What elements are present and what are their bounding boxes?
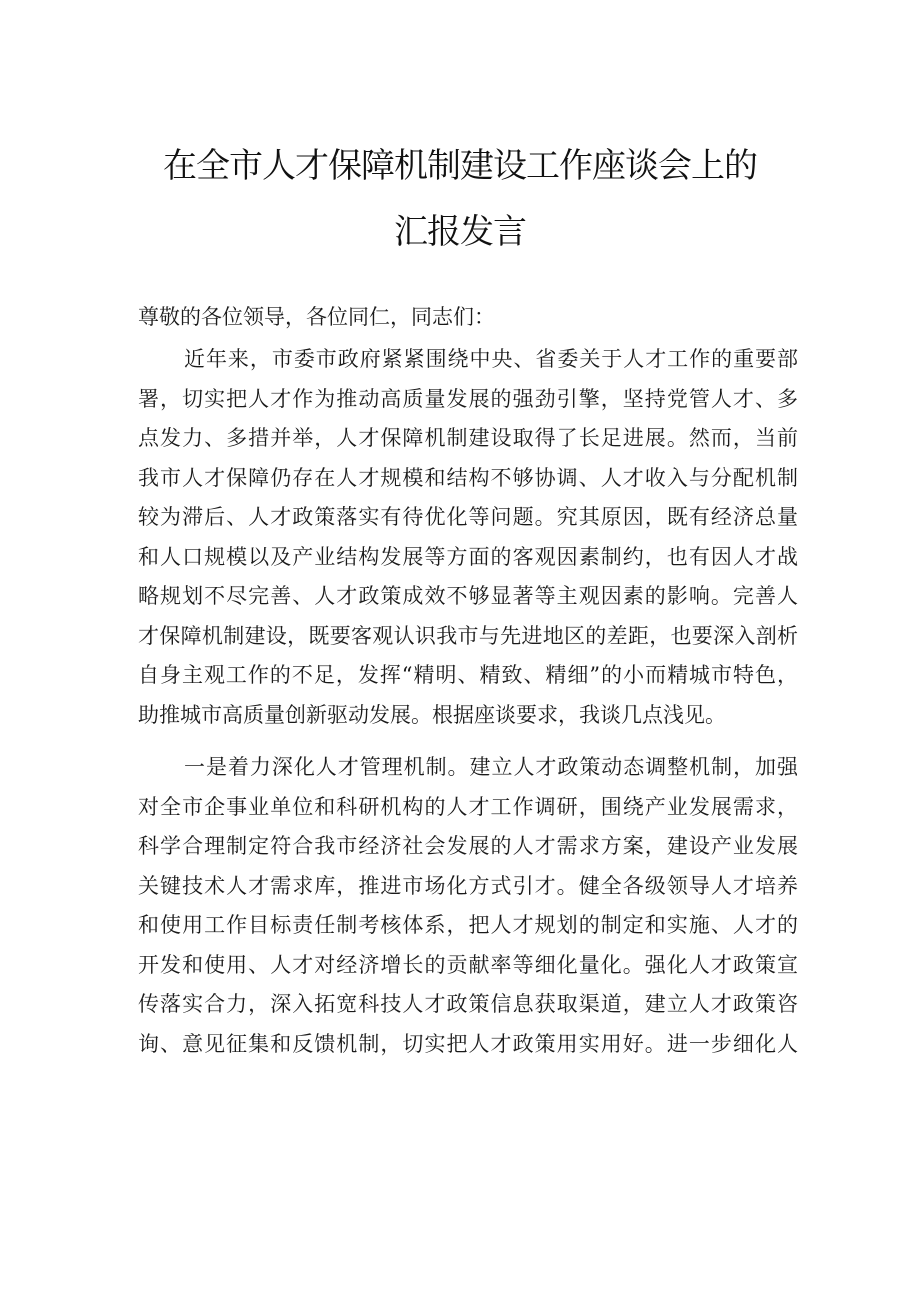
document-title-line-2: 汇报发言: [394, 212, 526, 252]
paragraph-1-line: 点发力、多措并举，人才保障机制建设取得了长足进展。然而，当前: [138, 426, 798, 450]
paragraph-1-line: 助推城市高质量创新驱动发展。根据座谈要求，我谈几点浅见。: [138, 703, 726, 727]
paragraph-2-line: 和使用工作目标责任制考核体系，把人才规划的制定和实施、人才的: [138, 913, 798, 937]
paragraph-1-line: 才保障机制建设，既要客观认识我市与先进地区的差距，也要深入剖析: [138, 624, 798, 648]
paragraph-2-line: 询、意见征集和反馈机制，切实把人才政策用实用好。进一步细化人: [138, 1032, 798, 1056]
paragraph-1-line: 较为滞后、人才政策落实有待优化等问题。究其原因，既有经济总量: [138, 505, 798, 529]
paragraph-1-line: 略规划不尽完善、人才政策成效不够显著等主观因素的影响。完善人: [138, 584, 798, 608]
paragraph-1-line: 自身主观工作的不足，发挥“精明、精致、精细”的小而精城市特色，: [138, 663, 798, 687]
paragraph-2-line: 科学合理制定符合我市经济社会发展的人才需求方案，建设产业发展: [138, 834, 798, 858]
paragraph-2-line: 一是着力深化人才管理机制。建立人才政策动态调整机制，加强: [184, 755, 798, 779]
paragraph-1-line: 我市人才保障仍存在人才规模和结构不够协调、人才收入与分配机制: [138, 466, 798, 490]
salutation: 尊敬的各位领导，各位同仁，同志们：: [138, 305, 495, 329]
paragraph-2-line: 开发和使用、人才对经济增长的贡献率等细化量化。强化人才政策宣: [138, 953, 798, 977]
paragraph-1-line: 和人口规模以及产业结构发展等方面的客观因素制约，也有因人才战: [138, 545, 798, 569]
paragraph-1-line: 署，切实把人才作为推动高质量发展的强劲引擎，坚持党管人才、多: [138, 387, 798, 411]
paragraph-1-line: 近年来，市委市政府紧紧围绕中央、省委关于人才工作的重要部: [184, 347, 798, 371]
paragraph-2-line: 对全市企事业单位和科研机构的人才工作调研，围绕产业发展需求，: [138, 795, 798, 819]
document-title-line-1: 在全市人才保障机制建设工作座谈会上的: [163, 146, 757, 186]
paragraph-2-line: 关键技术人才需求库，推进市场化方式引才。健全各级领导人才培养: [138, 874, 798, 898]
paragraph-2-line: 传落实合力，深入拓宽科技人才政策信息获取渠道，建立人才政策咨: [138, 992, 798, 1016]
